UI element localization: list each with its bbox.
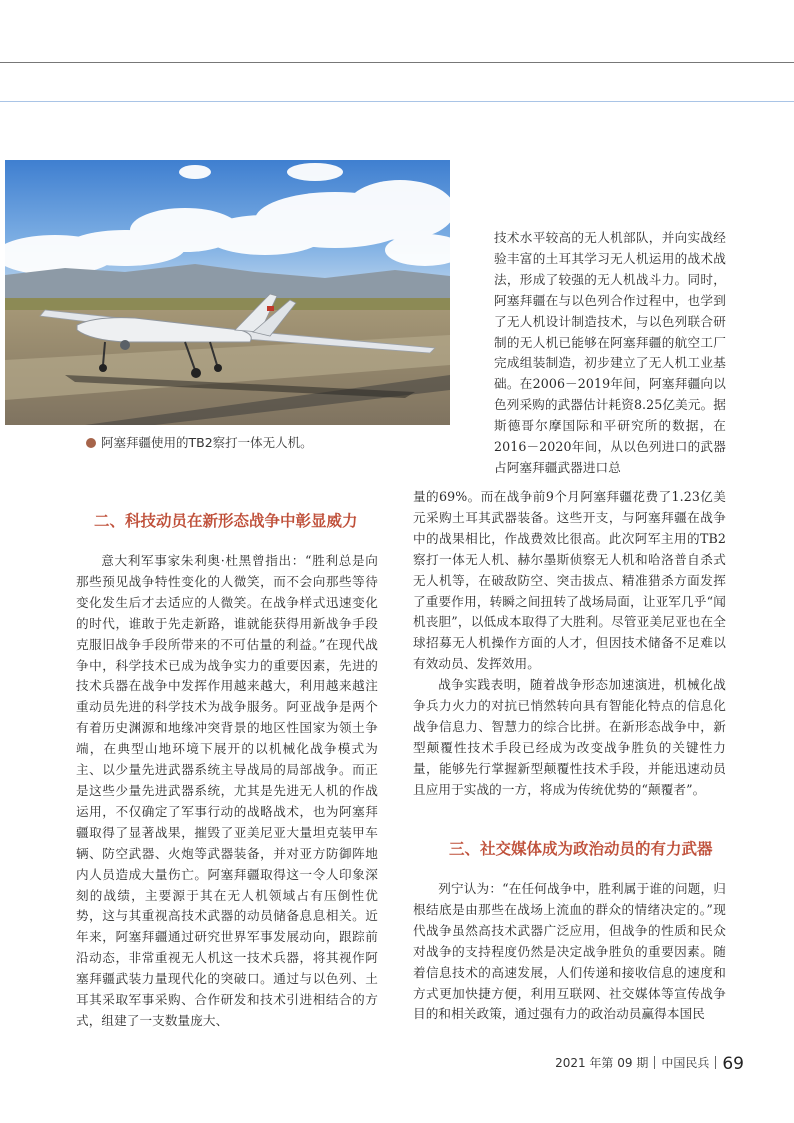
right-column-top (494, 228, 726, 479)
header-rule (0, 62, 794, 63)
header-blue-rule (0, 101, 794, 102)
page-footer (555, 1054, 744, 1074)
figure-caption (86, 433, 426, 451)
paragraph: 意大利军事家朱利奥·杜黑曾指出：“胜利总是向那些预见战争特性变化的人微笑，而不会向那些等待变化发生后才去适应的人微笑。在战争样式迅速变化的时代，谁敢于先走新路，谁就能获得用新战争手段克服旧战争手段所带来的不可估量的利益。”在现代战争中，科学技术已成为战争实力的重要因素，先进的技术兵器在战争中发挥作用越来越大，利用越来越注重动员先进的科学技术为战争服务。阿亚战争是两个有着历史渊源和地缘冲突背景的地区性国家为领土争端，在典型山地环境下展开的以机械化战争模式为主、以少量先进武器系统主导战局的局部战争。而正是这些少量先进武器系统，尤其是先进无人机的作战运用，不仅确定了军事行动的战略战术，也为阿塞拜疆取得了显著战果，摧毁了亚美尼亚大量坦克装甲车辆、防空武器、火炮等武器装备，并对亚方防御阵地内人员造成大量伤亡。阿塞拜疆取得这一令人印象深刻的战绩，主要源于其在无人机领域占有压倒性优势，这与其重视高技术武器的动员储备息息相关。近年来，阿塞拜疆通过研究世界军事发展动向，跟踪前沿动态，非常重视无人机这一技术兵器，将其视作阿塞拜疆武装力量现代化的突破口。通过与以色列、土耳其采取军事采购、合作研发和技术引进相结合的方式，组建了一支数量庞大、 (76, 553, 378, 1028)
footer-divider (654, 1056, 655, 1069)
caption-text: 阿塞拜疆使用的TB2察打一体无人机。 (101, 435, 313, 450)
drone-photo (5, 160, 450, 425)
magazine-name: 中国民兵 (661, 1056, 710, 1070)
caption-bullet-icon (86, 438, 96, 448)
footer-divider (715, 1056, 716, 1069)
paragraph-continued: 技术水平较高的无人机部队，并向实战经验丰富的土耳其学习无人机运用的战术战法，形成了较强的无人机战斗力。同时，阿塞拜疆在与以色列合作过程中，也学到了无人机设计制造技术，与以色列联合研制的无人机已能够在阿塞拜疆的航空工厂完成组装制造，初步建立了无人机工业基础。在2006－2019年间，阿塞拜疆向以色列采购的武器估计耗资8.25亿美元。据斯德哥尔摩国际和平研究所的数据，在2016－2020年间，从以色列进口的武器占阿塞拜疆武器进口总 (494, 230, 726, 475)
paragraph-continued: 量的69%。而在战争前9个月阿塞拜疆花费了1.23亿美元采购土耳其武器装备。这些开支，与阿塞拜疆在战争中的战果相比，作战费效比很高。此次阿军主用的TB2察打一体无人机、赫尔墨斯侦察无人机和哈洛普自杀式无人机等，在破敌防空、突击拔点、精准猎杀方面发挥了重要作用，转瞬之间扭转了战场局面，让亚军几乎“闻机丧胆”，以低成本取得了大胜利。尽管亚美尼亚也在全球招募无人机操作方面的人才，但因技术储备不足难以有效动员、发挥效用。 (413, 489, 726, 672)
paragraph: 列宁认为：“在任何战争中，胜利属于谁的问题，归根结底是由那些在战场上流血的群众的情绪决定的。”现代战争虽然高技术武器广泛应用，但战争的性质和民众对战争的支持程度仍然是决定战争胜负的重要因素。随着信息技术的高速发展，人们传递和接收信息的速度和方式更加快捷方便，利用互联网、社交媒体等宣传战争目的和相关政策，通过强有力的政治动员赢得本国民 (413, 881, 726, 1022)
left-column (76, 551, 378, 1032)
right-column-bottom (413, 879, 726, 1025)
paragraph: 战争实践表明，随着战争形态加速演进，机械化战争兵力火力的对抗已悄然转向具有智能化特点的信息化战争信息力、智慧力的综合比拼。在新形态战争中，新型颠覆性技术手段已经成为改变战争胜负的关键性力量，能够先行掌握新型颠覆性技术手段，并能迅速动员且应用于实战的一方，将成为传统优势的“颠覆者”。 (413, 677, 726, 797)
page-number: 69 (722, 1054, 744, 1074)
issue-label: 2021 年第 09 期 (555, 1056, 649, 1070)
right-column (413, 487, 726, 801)
section-2-heading: 二、科技动员在新形态战争中彰显威力 (94, 512, 358, 530)
section-3-heading: 三、社交媒体成为政治动员的有力武器 (449, 840, 713, 858)
